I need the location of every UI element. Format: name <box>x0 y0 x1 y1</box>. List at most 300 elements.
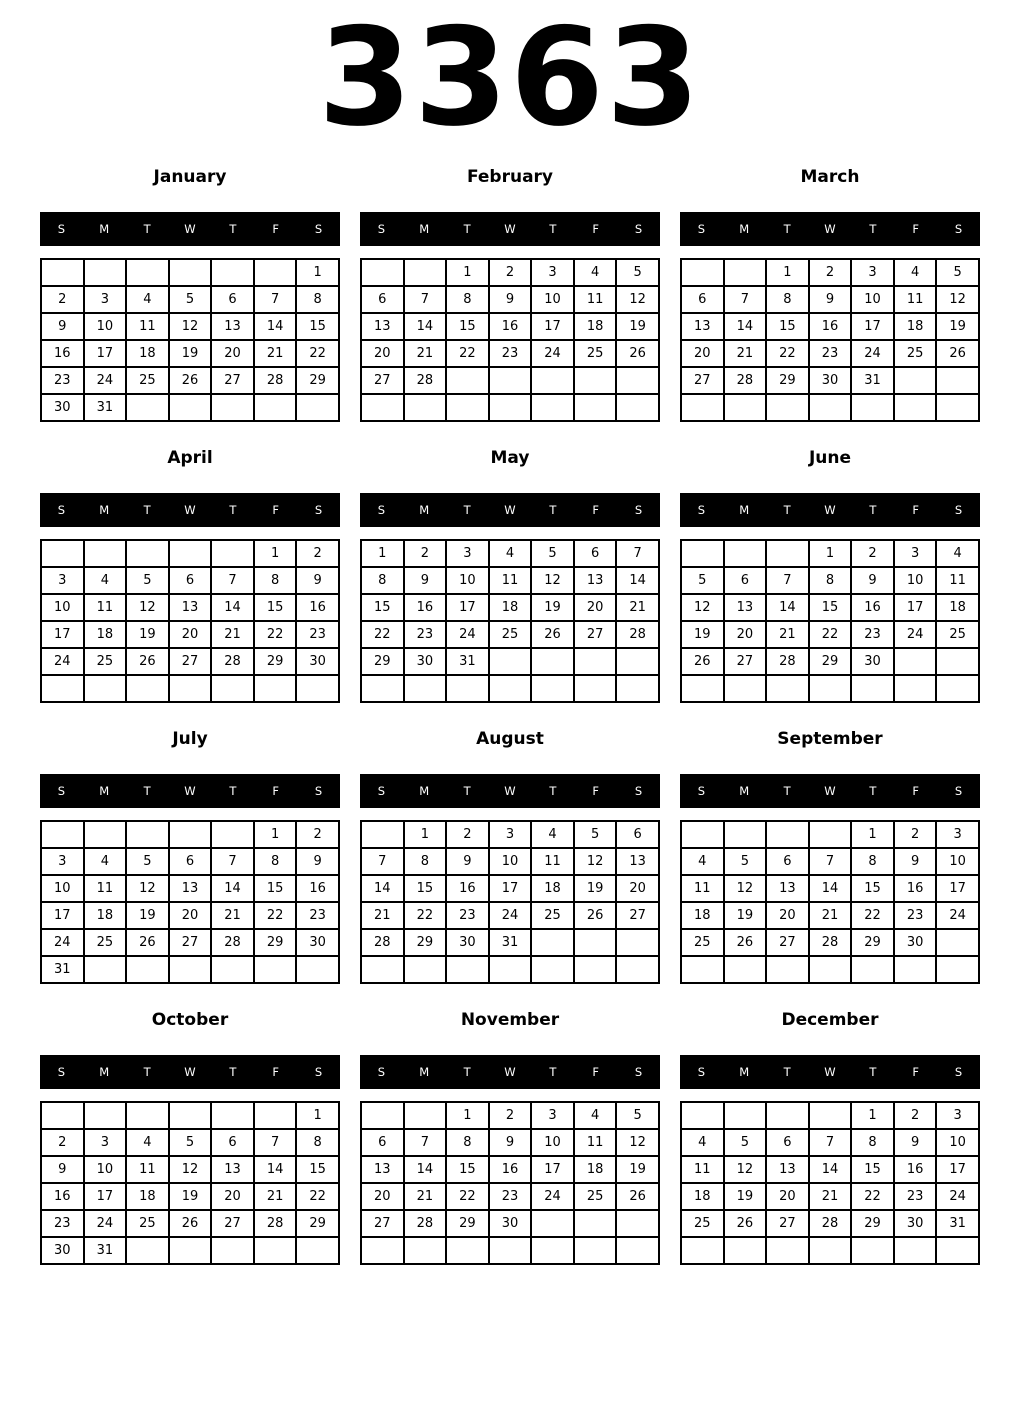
day-cell: 7 <box>404 286 447 313</box>
day-cell: 8 <box>254 848 297 875</box>
day-cell: 11 <box>936 567 979 594</box>
day-cell: 25 <box>894 340 937 367</box>
day-cell: 29 <box>404 929 447 956</box>
weekday-header <box>360 493 660 527</box>
day-cell: 11 <box>574 286 617 313</box>
day-cell: 27 <box>681 367 724 394</box>
day-cell: 9 <box>404 567 447 594</box>
empty-day-cell <box>84 956 127 983</box>
day-cell: 4 <box>574 1102 617 1129</box>
week-row <box>41 675 339 702</box>
day-cell: 23 <box>296 621 339 648</box>
day-cell: 18 <box>681 902 724 929</box>
day-cell: 11 <box>126 313 169 340</box>
day-cell: 13 <box>766 875 809 902</box>
weekday-label: F <box>592 222 600 236</box>
empty-day-cell <box>936 956 979 983</box>
empty-day-cell <box>574 956 617 983</box>
empty-day-cell <box>169 821 212 848</box>
weekday-label: S <box>314 222 323 236</box>
week-row <box>681 594 979 621</box>
day-cell: 2 <box>489 259 532 286</box>
day-cell: 17 <box>851 313 894 340</box>
week-row <box>681 394 979 421</box>
day-cell: 17 <box>446 594 489 621</box>
empty-day-cell <box>361 1102 404 1129</box>
day-cell: 14 <box>211 875 254 902</box>
day-cell: 4 <box>681 1129 724 1156</box>
empty-day-cell <box>616 929 659 956</box>
day-cell: 10 <box>851 286 894 313</box>
day-cell: 29 <box>809 648 852 675</box>
day-cell: 27 <box>211 367 254 394</box>
day-cell: 27 <box>574 621 617 648</box>
week-row <box>41 848 339 875</box>
day-cell: 18 <box>894 313 937 340</box>
day-cell: 25 <box>531 902 574 929</box>
weekday-label: W <box>824 503 836 517</box>
empty-day-cell <box>361 394 404 421</box>
day-cell: 5 <box>169 1129 212 1156</box>
day-cell: 2 <box>446 821 489 848</box>
week-row <box>361 259 659 286</box>
year-title: 3363 <box>318 0 702 156</box>
week-row <box>361 648 659 675</box>
day-cell: 7 <box>616 540 659 567</box>
weekday-label: S <box>57 784 66 798</box>
day-cell: 19 <box>724 902 767 929</box>
day-cell: 29 <box>851 1210 894 1237</box>
day-cell: 3 <box>851 259 894 286</box>
month-november <box>360 1010 660 1265</box>
empty-day-cell <box>84 675 127 702</box>
weekday-label: W <box>184 503 196 517</box>
day-cell: 24 <box>41 929 84 956</box>
day-cell: 15 <box>766 313 809 340</box>
weekday-label: M <box>739 222 750 236</box>
day-cell: 12 <box>724 1156 767 1183</box>
empty-day-cell <box>724 1102 767 1129</box>
weekday-header <box>40 1055 340 1089</box>
weekday-label: S <box>697 1065 706 1079</box>
weekday-label: T <box>229 222 237 236</box>
empty-day-cell <box>489 648 532 675</box>
week-row <box>41 259 339 286</box>
day-cell: 9 <box>851 567 894 594</box>
day-cell: 9 <box>809 286 852 313</box>
weekday-label: F <box>272 1065 280 1079</box>
day-cell: 24 <box>84 1210 127 1237</box>
week-row <box>41 1129 339 1156</box>
empty-day-cell <box>809 956 852 983</box>
weekday-label: S <box>954 222 963 236</box>
empty-day-cell <box>296 394 339 421</box>
empty-day-cell <box>126 956 169 983</box>
day-cell: 6 <box>169 848 212 875</box>
weekday-label: T <box>869 1065 877 1079</box>
week-row <box>361 1129 659 1156</box>
empty-day-cell <box>681 1102 724 1129</box>
weekday-label: F <box>272 222 280 236</box>
day-cell: 6 <box>211 286 254 313</box>
week-row <box>681 1210 979 1237</box>
week-row <box>41 648 339 675</box>
day-cell: 20 <box>766 1183 809 1210</box>
day-cell: 6 <box>766 848 809 875</box>
empty-day-cell <box>169 540 212 567</box>
day-cell: 22 <box>766 340 809 367</box>
month-july <box>40 729 340 984</box>
day-cell: 16 <box>41 1183 84 1210</box>
day-cell: 6 <box>361 1129 404 1156</box>
day-cell: 25 <box>936 621 979 648</box>
day-cell: 14 <box>211 594 254 621</box>
month-title: October <box>151 1010 229 1030</box>
weekday-label: S <box>377 503 386 517</box>
day-cell: 5 <box>574 821 617 848</box>
week-row <box>681 1102 979 1129</box>
month-grid <box>40 1101 340 1265</box>
day-cell: 5 <box>169 286 212 313</box>
day-cell: 18 <box>531 875 574 902</box>
weekday-label: S <box>634 222 643 236</box>
weekday-label: T <box>783 222 791 236</box>
empty-day-cell <box>404 675 447 702</box>
week-row <box>681 1156 979 1183</box>
day-cell: 10 <box>41 594 84 621</box>
day-cell: 16 <box>894 875 937 902</box>
day-cell: 23 <box>809 340 852 367</box>
day-cell: 30 <box>296 648 339 675</box>
day-cell: 19 <box>574 875 617 902</box>
empty-day-cell <box>936 367 979 394</box>
day-cell: 14 <box>254 1156 297 1183</box>
day-cell: 5 <box>126 567 169 594</box>
empty-day-cell <box>724 1237 767 1264</box>
day-cell: 20 <box>681 340 724 367</box>
empty-day-cell <box>404 1102 447 1129</box>
month-april <box>40 448 340 703</box>
empty-day-cell <box>681 259 724 286</box>
day-cell: 13 <box>361 313 404 340</box>
day-cell: 8 <box>361 567 404 594</box>
empty-day-cell <box>169 675 212 702</box>
weekday-label: W <box>184 1065 196 1079</box>
day-cell: 10 <box>84 313 127 340</box>
empty-day-cell <box>489 956 532 983</box>
day-cell: 12 <box>574 848 617 875</box>
week-row <box>41 286 339 313</box>
week-row <box>41 821 339 848</box>
day-cell: 27 <box>361 1210 404 1237</box>
week-row <box>41 313 339 340</box>
empty-day-cell <box>126 1237 169 1264</box>
day-cell: 21 <box>766 621 809 648</box>
week-row <box>41 1102 339 1129</box>
day-cell: 24 <box>851 340 894 367</box>
day-cell: 21 <box>616 594 659 621</box>
day-cell: 24 <box>489 902 532 929</box>
week-row <box>41 394 339 421</box>
empty-day-cell <box>724 259 767 286</box>
week-row <box>361 540 659 567</box>
day-cell: 17 <box>84 1183 127 1210</box>
day-cell: 12 <box>169 1156 212 1183</box>
day-cell: 29 <box>766 367 809 394</box>
week-row <box>361 929 659 956</box>
day-cell: 28 <box>211 929 254 956</box>
day-cell: 10 <box>489 848 532 875</box>
day-cell: 20 <box>169 621 212 648</box>
day-cell: 19 <box>681 621 724 648</box>
day-cell: 25 <box>574 1183 617 1210</box>
month-september <box>680 729 980 984</box>
day-cell: 10 <box>531 286 574 313</box>
week-row <box>361 1183 659 1210</box>
empty-day-cell <box>809 1102 852 1129</box>
day-cell: 29 <box>296 367 339 394</box>
day-cell: 20 <box>361 340 404 367</box>
week-row <box>681 340 979 367</box>
day-cell: 26 <box>724 1210 767 1237</box>
month-grid <box>360 539 660 703</box>
empty-day-cell <box>724 956 767 983</box>
empty-day-cell <box>809 1237 852 1264</box>
day-cell: 6 <box>724 567 767 594</box>
empty-day-cell <box>936 394 979 421</box>
day-cell: 5 <box>681 567 724 594</box>
day-cell: 11 <box>126 1156 169 1183</box>
empty-day-cell <box>446 1237 489 1264</box>
month-may <box>360 448 660 703</box>
weekday-label: S <box>314 784 323 798</box>
month-title: February <box>466 167 554 187</box>
weekday-header <box>680 212 980 246</box>
week-row <box>681 821 979 848</box>
day-cell: 17 <box>894 594 937 621</box>
day-cell: 29 <box>254 929 297 956</box>
day-cell: 16 <box>809 313 852 340</box>
day-cell: 8 <box>809 567 852 594</box>
weekday-label: S <box>377 1065 386 1079</box>
week-row <box>41 1237 339 1264</box>
day-cell: 17 <box>936 875 979 902</box>
weekday-label: T <box>143 1065 151 1079</box>
empty-day-cell <box>404 1237 447 1264</box>
empty-day-cell <box>41 540 84 567</box>
empty-day-cell <box>574 1210 617 1237</box>
day-cell: 4 <box>894 259 937 286</box>
day-cell: 14 <box>724 313 767 340</box>
day-cell: 25 <box>681 1210 724 1237</box>
day-cell: 7 <box>211 848 254 875</box>
weekday-label: F <box>592 503 600 517</box>
weekday-label: F <box>912 222 920 236</box>
day-cell: 7 <box>809 1129 852 1156</box>
day-cell: 10 <box>936 1129 979 1156</box>
month-february <box>360 167 660 422</box>
day-cell: 15 <box>404 875 447 902</box>
day-cell: 13 <box>766 1156 809 1183</box>
day-cell: 24 <box>936 1183 979 1210</box>
day-cell: 12 <box>616 1129 659 1156</box>
day-cell: 9 <box>894 1129 937 1156</box>
empty-day-cell <box>84 540 127 567</box>
day-cell: 11 <box>574 1129 617 1156</box>
day-cell: 25 <box>489 621 532 648</box>
week-row <box>41 902 339 929</box>
day-cell: 2 <box>296 540 339 567</box>
empty-day-cell <box>851 956 894 983</box>
month-title: March <box>800 167 860 187</box>
day-cell: 4 <box>574 259 617 286</box>
week-row <box>681 286 979 313</box>
day-cell: 4 <box>84 848 127 875</box>
day-cell: 26 <box>936 340 979 367</box>
month-grid <box>40 820 340 984</box>
day-cell: 31 <box>84 394 127 421</box>
day-cell: 24 <box>41 648 84 675</box>
day-cell: 12 <box>126 594 169 621</box>
month-grid <box>680 820 980 984</box>
weekday-label: M <box>419 503 430 517</box>
empty-day-cell <box>211 1237 254 1264</box>
weekday-label: T <box>463 222 471 236</box>
day-cell: 22 <box>361 621 404 648</box>
weekday-label: T <box>549 222 557 236</box>
day-cell: 7 <box>211 567 254 594</box>
day-cell: 7 <box>724 286 767 313</box>
day-cell: 9 <box>894 848 937 875</box>
week-row <box>361 848 659 875</box>
empty-day-cell <box>126 394 169 421</box>
day-cell: 22 <box>254 902 297 929</box>
day-cell: 17 <box>41 902 84 929</box>
day-cell: 20 <box>361 1183 404 1210</box>
empty-day-cell <box>126 259 169 286</box>
day-cell: 24 <box>84 367 127 394</box>
day-cell: 22 <box>254 621 297 648</box>
day-cell: 27 <box>169 648 212 675</box>
day-cell: 26 <box>126 929 169 956</box>
day-cell: 8 <box>296 1129 339 1156</box>
day-cell: 18 <box>126 1183 169 1210</box>
day-cell: 26 <box>616 1183 659 1210</box>
week-row <box>681 1129 979 1156</box>
day-cell: 18 <box>489 594 532 621</box>
day-cell: 2 <box>894 821 937 848</box>
week-row <box>41 540 339 567</box>
empty-day-cell <box>681 821 724 848</box>
empty-day-cell <box>446 367 489 394</box>
empty-day-cell <box>724 394 767 421</box>
empty-day-cell <box>766 1237 809 1264</box>
empty-day-cell <box>574 675 617 702</box>
empty-day-cell <box>894 367 937 394</box>
empty-day-cell <box>169 394 212 421</box>
empty-day-cell <box>361 821 404 848</box>
empty-day-cell <box>84 1102 127 1129</box>
day-cell: 25 <box>84 648 127 675</box>
month-june <box>680 448 980 703</box>
day-cell: 12 <box>169 313 212 340</box>
week-row <box>681 902 979 929</box>
weekday-header <box>680 493 980 527</box>
week-row <box>361 821 659 848</box>
empty-day-cell <box>41 1102 84 1129</box>
day-cell: 19 <box>936 313 979 340</box>
day-cell: 21 <box>361 902 404 929</box>
day-cell: 11 <box>531 848 574 875</box>
day-cell: 6 <box>616 821 659 848</box>
week-row <box>361 902 659 929</box>
day-cell: 16 <box>446 875 489 902</box>
day-cell: 1 <box>254 821 297 848</box>
day-cell: 30 <box>809 367 852 394</box>
day-cell: 22 <box>446 340 489 367</box>
day-cell: 21 <box>211 902 254 929</box>
empty-day-cell <box>126 540 169 567</box>
day-cell: 15 <box>296 313 339 340</box>
day-cell: 29 <box>296 1210 339 1237</box>
day-cell: 28 <box>809 1210 852 1237</box>
months-grid <box>0 167 1020 1265</box>
day-cell: 8 <box>766 286 809 313</box>
week-row <box>361 1237 659 1264</box>
empty-day-cell <box>681 1237 724 1264</box>
day-cell: 30 <box>41 1237 84 1264</box>
empty-day-cell <box>296 956 339 983</box>
day-cell: 12 <box>936 286 979 313</box>
month-title: May <box>490 448 530 468</box>
day-cell: 19 <box>169 340 212 367</box>
weekday-label: T <box>783 784 791 798</box>
week-row <box>41 1183 339 1210</box>
empty-day-cell <box>766 540 809 567</box>
day-cell: 16 <box>404 594 447 621</box>
day-cell: 1 <box>446 1102 489 1129</box>
empty-day-cell <box>809 675 852 702</box>
month-grid <box>360 1101 660 1265</box>
day-cell: 2 <box>41 286 84 313</box>
empty-day-cell <box>574 648 617 675</box>
empty-day-cell <box>531 929 574 956</box>
day-cell: 21 <box>809 1183 852 1210</box>
day-cell: 16 <box>296 594 339 621</box>
day-cell: 24 <box>531 340 574 367</box>
empty-day-cell <box>254 394 297 421</box>
day-cell: 31 <box>489 929 532 956</box>
day-cell: 7 <box>254 286 297 313</box>
day-cell: 27 <box>724 648 767 675</box>
day-cell: 19 <box>126 902 169 929</box>
empty-day-cell <box>766 821 809 848</box>
day-cell: 25 <box>126 367 169 394</box>
day-cell: 14 <box>766 594 809 621</box>
day-cell: 27 <box>169 929 212 956</box>
day-cell: 18 <box>574 1156 617 1183</box>
day-cell: 28 <box>766 648 809 675</box>
empty-day-cell <box>766 1102 809 1129</box>
day-cell: 3 <box>446 540 489 567</box>
day-cell: 2 <box>296 821 339 848</box>
empty-day-cell <box>851 1237 894 1264</box>
day-cell: 13 <box>361 1156 404 1183</box>
week-row <box>361 367 659 394</box>
day-cell: 12 <box>681 594 724 621</box>
month-grid <box>680 1101 980 1265</box>
empty-day-cell <box>169 956 212 983</box>
